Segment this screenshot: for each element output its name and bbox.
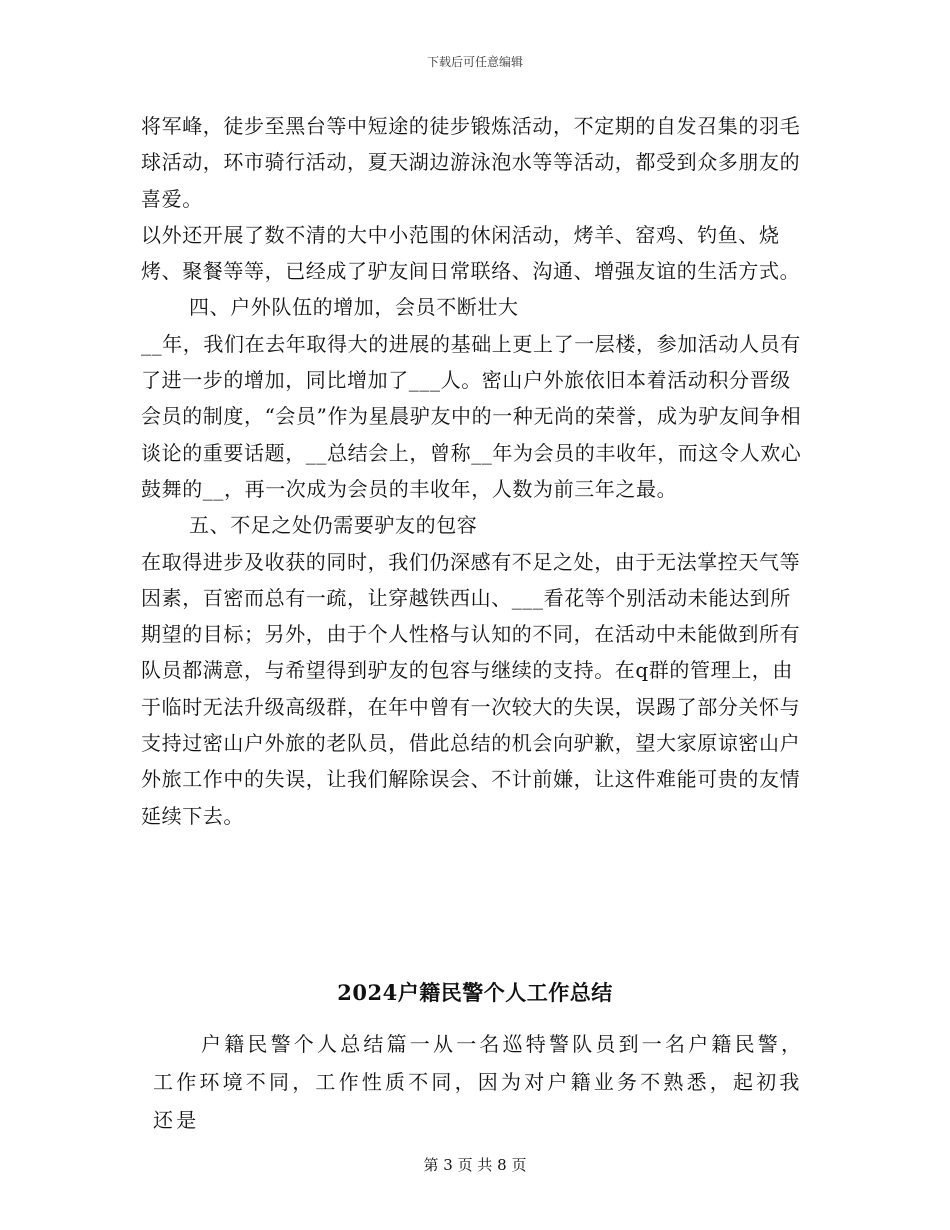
paragraph: __年，我们在去年取得大的进展的基础上更上了一层楼，参加活动人员有了进一步的增加，同比增加了___人。密山户外旅依旧本着活动积分晋级会员的制度，“会员”作为星晨驴友中的一种无尚的荣誉，成为驴友间争相谈论的重要话题，__总结会上，曾称__年为会员的丰收年，而这令人欢心鼓舞的__，再一次成为会员的丰收年，人数为前三年之最。 bbox=[141, 331, 802, 501]
section-heading: 四、户外队伍的增加，会员不断壮大 bbox=[189, 295, 519, 320]
page-number: 第 3 页 共 8 页 bbox=[423, 1156, 527, 1174]
paragraph: 将军峰，徒步至黑台等中短途的徒步锻炼活动，不定期的自发召集的羽毛球活动，环市骑行活动，夏天湖边游泳泡水等等活动，都受到众多朋友的喜爱。 bbox=[141, 114, 801, 211]
paragraph: 在取得进步及收获的同时，我们仍深感有不足之处，由于无法掌控天气等因素，百密而总有一疏，让穿越铁西山、___看花等个别活动未能达到所期望的目标；另外，由于个人性格与认知的不同，在活动中未能做到所有队员都满意，与希望得到驴友的包容与继续的支持。在q群的管理上，由于临时无法升级高级群，在年中曾有一次较大的失误，误踢了部分关怀与支持过密山户外旅的老队员，借此总结的机会向驴歉，望大家原谅密山户外旅工作中的失误，让我们解除误会、不计前嫌，让这件难能可贵的友情延续下去。 bbox=[141, 549, 801, 828]
document-body bbox=[141, 108, 805, 834]
paragraph: 以外还开展了数不清的大中小范围的休闲活动，烤羊、窑鸡、钓鱼、烧烤、聚餐等等，已经成了驴友间日常联络、沟通、增强友谊的生活方式。 bbox=[141, 222, 801, 284]
section-body bbox=[153, 1025, 805, 1139]
section-heading: 五、不足之处仍需要驴友的包容 bbox=[189, 513, 478, 538]
section-intro-paragraph: 户籍民警个人总结篇一从一名巡特警队员到一名户籍民警，工作环境不同，工作性质不同，因为对户籍业务不熟悉，起初我还是 bbox=[153, 1032, 805, 1132]
header-note: 下载后可任意编辑 bbox=[426, 55, 523, 69]
section-title: 2024户籍民警个人工作总结 bbox=[337, 980, 613, 1005]
